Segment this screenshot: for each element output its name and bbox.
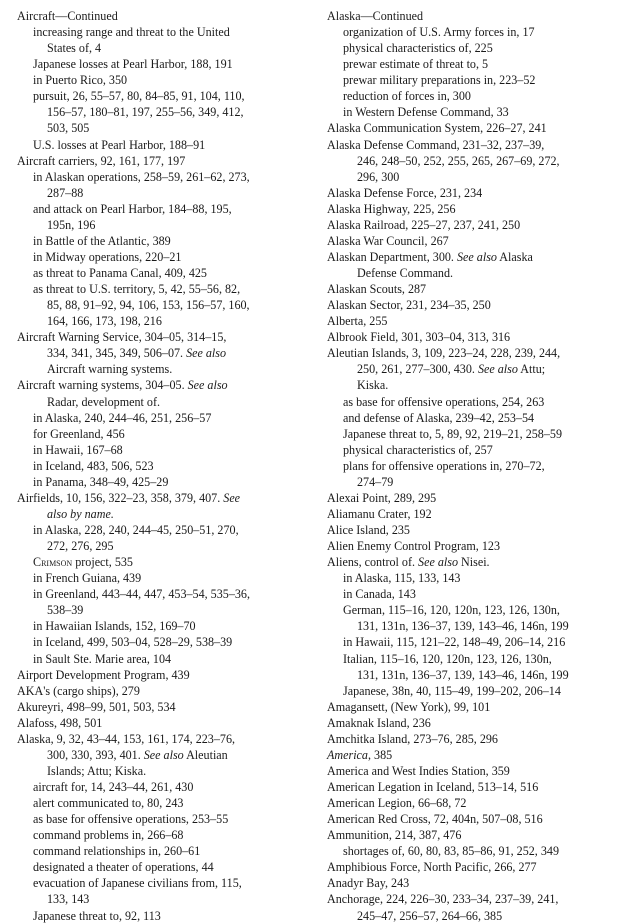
- index-entry: America and West Indies Station, 359: [327, 763, 510, 778]
- index-subentry: command relationships in, 260–61: [33, 844, 201, 859]
- index-entry: American Legion, 66–68, 72: [327, 796, 467, 811]
- index-entry: Alaska Highway, 225, 256: [327, 201, 456, 216]
- index-subentry: for Greenland, 456: [33, 426, 125, 441]
- index-subentry: 300, 330, 393, 401. See also Aleutian: [47, 747, 228, 762]
- index-subentry: physical characteristics of, 257: [343, 442, 493, 457]
- index-entry: Amchitka Island, 273–76, 285, 296: [327, 731, 498, 746]
- index-subentry: Defense Command.: [357, 266, 454, 280]
- index-subentry: command problems in, 266–68: [33, 828, 184, 843]
- index-subentry: 503, 505: [47, 121, 90, 136]
- index-entry: Aleutian Islands, 3, 109, 223–24, 228, 239, 244,: [327, 346, 561, 361]
- index-entry: Aircraft carriers, 92, 161, 177, 197: [17, 153, 186, 168]
- index-column-right: [327, 8, 633, 924]
- index-entry: Alaska Defense Force, 231, 234: [327, 185, 483, 200]
- index-entry: Alberta, 255: [327, 314, 388, 329]
- index-entry: Alaskan Department, 300. See also Alaska: [327, 249, 533, 264]
- index-entry: Alaskan Sector, 231, 234–35, 250: [327, 298, 491, 313]
- index-subentry: German, 115–16, 120, 120n, 123, 126, 130n,: [343, 603, 560, 618]
- index-subentry: plans for offensive operations in, 270–72,: [343, 458, 545, 473]
- index-subentry: in Canada, 143: [343, 587, 416, 602]
- index-subentry: alert communicated to, 80, 243: [33, 796, 184, 811]
- index-entry: Akureyri, 498–99, 501, 503, 534: [17, 699, 176, 714]
- index-entry: Aliamanu Crater, 192: [327, 506, 432, 521]
- index-subentry: in Alaska, 115, 133, 143: [343, 571, 461, 586]
- index-entry: Aircraft—Continued: [17, 9, 118, 23]
- index-subentry: in Hawaiian Islands, 152, 169–70: [33, 619, 196, 634]
- index-entry: Alaska Communication System, 226–27, 241: [327, 121, 547, 136]
- index-entry: Airport Development Program, 439: [17, 667, 190, 682]
- index-subentry: also by name.: [47, 506, 114, 521]
- index-subentry: Japanese, 38n, 40, 115–49, 199–202, 206–14: [343, 683, 561, 698]
- index-subentry: 274–79: [357, 474, 394, 489]
- index-subentry: in Puerto Rico, 350: [33, 73, 128, 88]
- index-subentry: in Greenland, 443–44, 447, 453–54, 535–36,: [33, 587, 250, 602]
- index-subentry: in Alaskan operations, 258–59, 261–62, 273,: [33, 169, 250, 184]
- index-entry: AKA's (cargo ships), 279: [17, 683, 140, 698]
- index-entry: Albrook Field, 301, 303–04, 313, 316: [327, 330, 511, 345]
- index-entry: Alaskan Scouts, 287: [327, 282, 427, 297]
- index-subentry: 296, 300: [357, 169, 400, 184]
- index-subentry: 85, 88, 91–92, 94, 106, 153, 156–57, 160,: [47, 298, 250, 313]
- index-entry: Aircraft warning systems, 304–05. See also: [17, 378, 228, 393]
- index-subentry: 246, 248–50, 252, 255, 265, 267–69, 272,: [357, 153, 560, 168]
- index-subentry: as threat to Panama Canal, 409, 425: [33, 266, 207, 280]
- index-subentry: in Alaska, 228, 240, 244–45, 250–51, 270,: [33, 523, 239, 537]
- index-subentry: 272, 276, 295: [47, 539, 114, 554]
- index-subentry: 195n, 196: [47, 217, 96, 232]
- index-column-left: [17, 8, 315, 924]
- index-subentry: 164, 166, 173, 198, 216: [47, 314, 162, 329]
- index-entry: Aliens, control of. See also Nisei.: [327, 555, 490, 570]
- index-subentry: organization of U.S. Army forces in, 17: [343, 25, 535, 40]
- index-subentry: reduction of forces in, 300: [343, 89, 471, 104]
- index-subentry: 538–39: [47, 603, 84, 618]
- index-subentry: in Panama, 348–49, 425–29: [33, 474, 169, 489]
- index-entry: Alaska—Continued: [327, 9, 424, 23]
- index-subentry: States of, 4: [47, 41, 102, 56]
- index-subentry: as base for offensive operations, 253–55: [33, 812, 229, 827]
- index-entry: Alien Enemy Control Program, 123: [327, 539, 500, 554]
- index-entry: Airfields, 10, 156, 322–23, 358, 379, 407. See: [17, 490, 241, 505]
- index-subentry: Crimson project, 535: [33, 555, 133, 570]
- index-entry: Alaska Railroad, 225–27, 237, 241, 250: [327, 217, 521, 232]
- index-subentry: 133, 143: [47, 892, 90, 907]
- index-subentry: Italian, 115–16, 120, 120n, 123, 126, 130n,: [343, 651, 552, 666]
- index-subentry: as base for offensive operations, 254, 263: [343, 394, 545, 409]
- index-subentry: in Western Defense Command, 33: [343, 105, 509, 120]
- index-entry: Amaknak Island, 236: [327, 715, 431, 730]
- index-entry: Amagansett, (New York), 99, 101: [327, 699, 491, 714]
- index-subentry: in Hawaii, 167–68: [33, 442, 123, 457]
- index-subentry: in Sault Ste. Marie area, 104: [33, 651, 172, 666]
- index-subentry: designated a theater of operations, 44: [33, 860, 214, 875]
- index-subentry: increasing range and threat to the United: [33, 25, 230, 40]
- index-subentry: in Hawaii, 115, 121–22, 148–49, 206–14, 216: [343, 635, 566, 650]
- index-subentry: in Midway operations, 220–21: [33, 249, 182, 264]
- index-subentry: 287–88: [47, 185, 84, 200]
- index-entry: Anadyr Bay, 243: [327, 876, 410, 891]
- index-subentry: in French Guiana, 439: [33, 571, 142, 586]
- index-entry: Aircraft Warning Service, 304–05, 314–15,: [17, 330, 227, 345]
- index-subentry: Japanese threat to, 5, 89, 92, 219–21, 258–59: [343, 426, 562, 441]
- index-subentry: and attack on Pearl Harbor, 184–88, 195,: [33, 201, 232, 216]
- index-entry: Alice Island, 235: [327, 523, 410, 537]
- index-entry: Alaska Defense Command, 231–32, 237–39,: [327, 137, 545, 152]
- index-subentry: 250, 261, 277–300, 430. See also Attu;: [357, 362, 546, 377]
- index-subentry: Japanese losses at Pearl Harbor, 188, 191: [33, 57, 233, 72]
- index-entry: Alafoss, 498, 501: [17, 715, 103, 730]
- index-subentry: aircraft for, 14, 243–44, 261, 430: [33, 780, 194, 794]
- index-subentry: physical characteristics of, 225: [343, 41, 493, 56]
- index-subentry: Islands; Attu; Kiska.: [47, 763, 147, 778]
- index-subentry: Japanese threat to, 92, 113: [33, 908, 161, 923]
- index-entry: American Legation in Iceland, 513–14, 516: [327, 780, 539, 794]
- index-subentry: 156–57, 180–81, 197, 255–56, 349, 412,: [47, 105, 244, 120]
- index-subentry: shortages of, 60, 80, 83, 85–86, 91, 252, 349: [343, 844, 559, 859]
- index-subentry: in Iceland, 483, 506, 523: [33, 458, 154, 473]
- index-subentry: prewar estimate of threat to, 5: [343, 57, 489, 72]
- index-entry: Alaska, 9, 32, 43–44, 153, 161, 174, 223–76,: [17, 731, 236, 746]
- index-subentry: U.S. losses at Pearl Harbor, 188–91: [33, 137, 206, 152]
- index-entry: Ammunition, 214, 387, 476: [327, 828, 462, 843]
- index-entry: America, 385: [327, 747, 393, 762]
- index-subentry: Kiska.: [357, 378, 389, 393]
- index-subentry: prewar military preparations in, 223–52: [343, 73, 536, 88]
- index-entry: American Red Cross, 72, 404n, 507–08, 516: [327, 812, 543, 827]
- index-subentry: in Alaska, 240, 244–46, 251, 256–57: [33, 410, 212, 425]
- index-subentry: 334, 341, 345, 349, 506–07. See also: [47, 346, 227, 361]
- index-entry: Alaska War Council, 267: [327, 233, 449, 248]
- index-subentry: in Iceland, 499, 503–04, 528–29, 538–39: [33, 635, 233, 650]
- index-subentry: as threat to U.S. territory, 5, 42, 55–56, 82,: [33, 282, 241, 297]
- index-subentry: in Battle of the Atlantic, 389: [33, 233, 171, 248]
- index-subentry: pursuit, 26, 55–57, 80, 84–85, 91, 104, 110,: [33, 89, 245, 104]
- index-entry: Anchorage, 224, 226–30, 233–34, 237–39, 241,: [327, 892, 559, 907]
- index-subentry: 131, 131n, 136–37, 139, 143–46, 146n, 199: [357, 667, 569, 682]
- index-subentry: evacuation of Japanese civilians from, 115,: [33, 876, 242, 891]
- index-subentry: and defense of Alaska, 239–42, 253–54: [343, 410, 535, 425]
- index-subentry: 245–47, 256–57, 264–66, 385: [357, 908, 503, 923]
- index-entry: Amphibious Force, North Pacific, 266, 277: [327, 860, 537, 875]
- index-subentry: 131, 131n, 136–37, 139, 143–46, 146n, 199: [357, 619, 569, 634]
- index-subentry: Radar, development of.: [47, 394, 161, 409]
- index-subentry: Aircraft warning systems.: [47, 362, 173, 377]
- index-entry: Alexai Point, 289, 295: [327, 490, 437, 505]
